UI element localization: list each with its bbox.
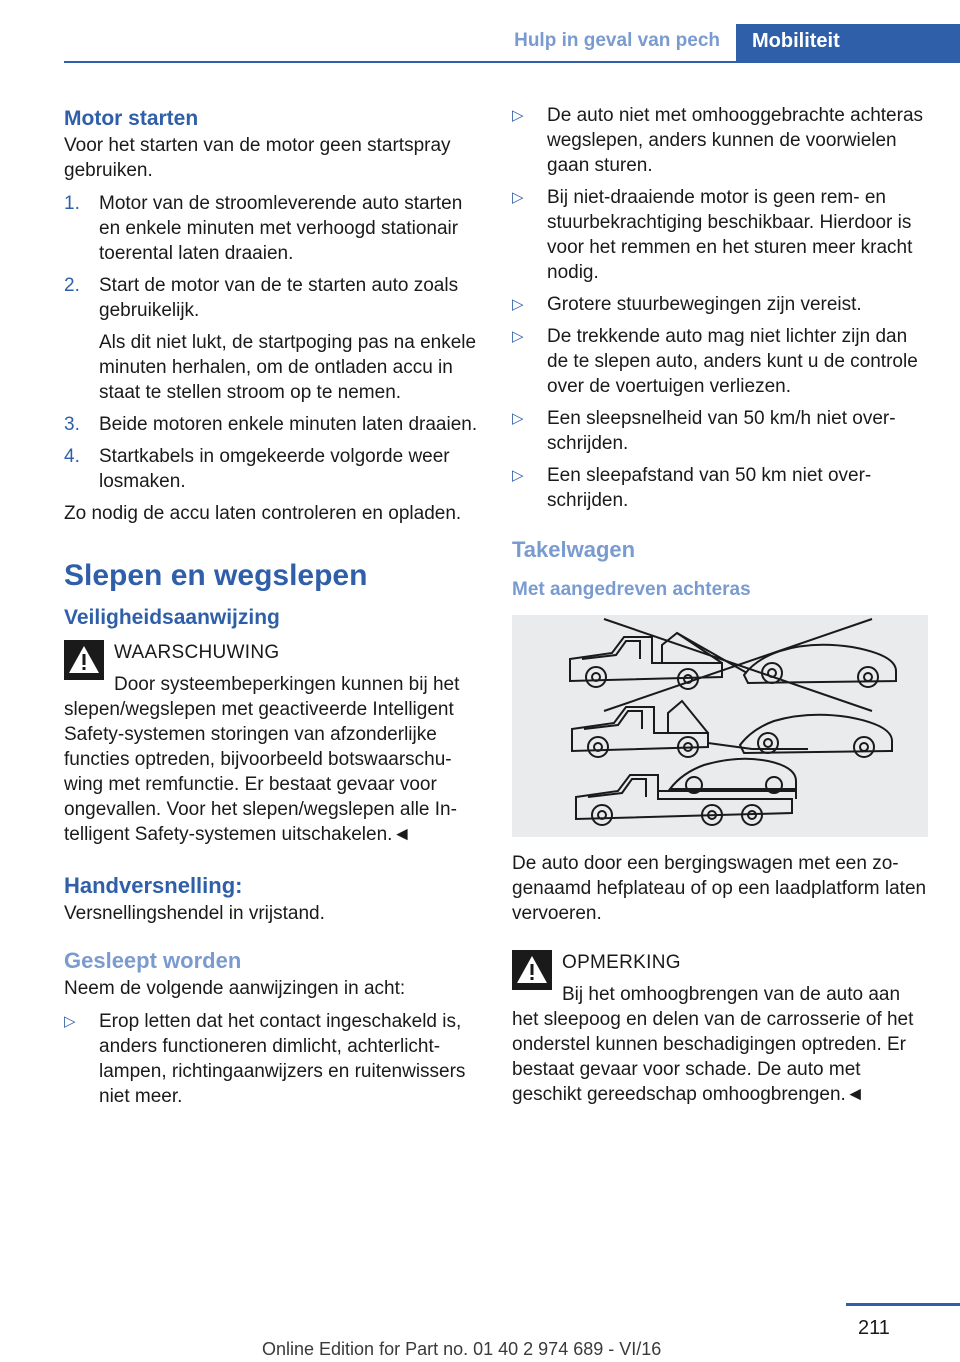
triangle-bullet-icon: ▷: [512, 467, 524, 484]
motor-start-heading: Motor starten: [64, 107, 199, 130]
warning-text-rest: slepen/wegslepen met geactiveerde Intelligent Safety-systemen storingen van afzonderlijke functies optreden, bijvoorbeeld botswaarschuwing met remfunctie. Er bestaat gevaar voor ongevallen. Voor het slepen/wegslepen alle Intelligent Safety-systemen uitschakelen.◄: [64, 699, 457, 845]
being-towed-bullets: [64, 1009, 480, 1109]
note-text: [512, 982, 928, 1107]
step-text: Startkabels in omgekeerde volgorde weer losmaken.: [99, 446, 450, 492]
left-column: [64, 103, 480, 1116]
note-label: OPMERKING: [562, 952, 681, 973]
note-box: [512, 950, 928, 1107]
list-item: [64, 191, 480, 266]
list-item: [512, 292, 928, 317]
right-column: [512, 103, 928, 1107]
towing-bullets: [512, 103, 928, 513]
bullet-text: Bij niet-draaiende motor is geen rem- en stuurbekrachtiging beschikbaar. Hierdoor is voor het remmen en het sturen meer kracht nodig.: [547, 187, 913, 283]
jump-start-steps: [64, 191, 480, 494]
bullet-text: Erop letten dat het contact ingeschakeld is, anders functioneren dimlicht, achterlichtlampen, richtingaanwijzers en ruitenwissers niet meer.: [99, 1011, 466, 1107]
step-text: Start de motor van de te starten auto zoals gebruikelijk.: [99, 275, 459, 321]
safety-heading: Veiligheidsaanwijzing: [64, 606, 280, 629]
warning-text: [64, 672, 480, 847]
step-number: 2.: [64, 275, 80, 296]
rear-axle-heading: Met aangedreven achteras: [512, 579, 751, 600]
header-section-title: Hulp in geval van pech: [514, 30, 720, 51]
warning-icon: [64, 640, 104, 680]
list-item: [64, 1009, 480, 1109]
tow-truck-heading: Takelwagen: [512, 537, 636, 562]
triangle-bullet-icon: ▷: [64, 1013, 76, 1030]
list-item: [512, 103, 928, 178]
platform-text: De auto door een bergingswagen met een zogenaamd hefplateau of op een laadplatform laten vervoeren.: [512, 853, 927, 924]
bullet-text: Grotere stuurbewegingen zijn vereist.: [547, 294, 862, 315]
triangle-bullet-icon: ▷: [512, 328, 524, 345]
triangle-bullet-icon: ▷: [512, 189, 524, 206]
being-towed-intro: Neem de volgende aanwijzingen in acht:: [64, 978, 406, 999]
warning-text-first-line: Door systeembeperkingen kunnen bij het: [114, 674, 460, 695]
step-text: Motor van de stroomleverende auto starten en enkele minuten met verhoogd stationair toerental laten draaien.: [99, 193, 463, 264]
step-text: Beide motoren enkele minuten laten draaien.: [99, 414, 478, 435]
triangle-bullet-icon: ▷: [512, 410, 524, 427]
step-number: 3.: [64, 414, 80, 435]
motor-start-intro: Voor het starten van de motor geen startspray gebruiken.: [64, 135, 451, 181]
note-text-first-line: Bij het omhoogbrengen van de auto aan: [562, 984, 901, 1005]
manual-gear-text: Versnellingshendel in vrijstand.: [64, 903, 325, 924]
step-number: 4.: [64, 446, 80, 467]
warning-icon: [512, 950, 552, 990]
triangle-bullet-icon: ▷: [512, 107, 524, 124]
note-text-rest: het sleepoog en delen van de carrosserie of het onderstel kunnen beschadigingen optreden. Er bestaat gevaar voor schade. De auto met geschikt gereedschap omhoogbrengen.◄: [512, 1009, 914, 1105]
bullet-text: Een sleepsnelheid van 50 km/h niet overschrijden.: [547, 408, 896, 454]
list-item: [64, 412, 480, 437]
tow-truck-illustration: [512, 615, 928, 837]
list-item: [64, 273, 480, 405]
list-item: [512, 406, 928, 456]
bullet-text: De trekkende auto mag niet lichter zijn dan de te slepen auto, anders kunt u de controle over de voertuigen verliezen.: [547, 326, 918, 397]
warning-label: WAARSCHUWING: [114, 642, 280, 663]
towing-heading: Slepen en wegslepen: [64, 559, 368, 592]
accu-note: Zo nodig de accu laten controleren en opladen.: [64, 503, 462, 524]
bullet-text: Een sleepafstand van 50 km niet overschrijden.: [547, 465, 872, 511]
header-chapter-tab: Mobiliteit: [736, 24, 960, 62]
warning-box: [64, 640, 480, 847]
list-item: [64, 444, 480, 494]
list-item: [512, 185, 928, 285]
footer-rule: [846, 1303, 960, 1306]
step-number: 1.: [64, 193, 80, 214]
list-item: [512, 324, 928, 399]
triangle-bullet-icon: ▷: [512, 296, 524, 313]
manual-gear-heading: Handversnelling:: [64, 873, 243, 898]
tow-truck-diagram: [512, 615, 928, 837]
header-rule: [64, 61, 960, 63]
page-number: 211: [858, 1317, 890, 1339]
step-continuation: Als dit niet lukt, de startpoging pas na enkele minuten herhalen, om de ontladen accu in staat te stellen stroom op te nemen.: [99, 332, 477, 403]
bullet-text: De auto niet met omhooggebrachte achteras wegslepen, anders kunnen de voorwielen gaan sturen.: [547, 105, 924, 176]
list-item: [512, 463, 928, 513]
being-towed-heading: Gesleept worden: [64, 948, 242, 973]
edition-line: Online Edition for Part no. 01 40 2 974 689 - VI/16: [262, 1339, 662, 1359]
